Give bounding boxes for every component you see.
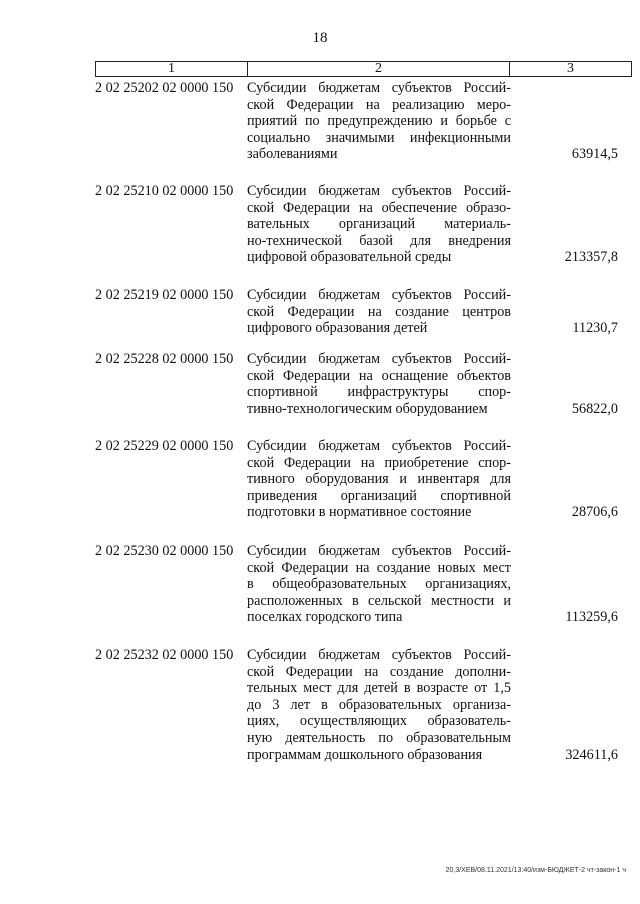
description-line: социально значимыми инфекционными [247,129,511,146]
row-description [247,351,511,417]
description-line: цифровой образовательной среды [247,249,452,266]
description-line: ской Федерации на обеспечение образо- [247,199,511,216]
row-amount: 63914,5 [571,146,618,163]
description-line: циях, осуществляющих образователь- [247,713,511,730]
column-header-2: 2 [248,62,510,76]
description-line: в общеобразовательных организациях, [247,576,511,593]
description-line: Субсидии бюджетам субъектов Россий- [247,80,511,96]
row-description [247,647,511,763]
budget-code: 2 02 25202 02 0000 150 [95,80,234,96]
row-description [247,287,511,337]
description-line: приведения организаций спортивной [247,487,511,504]
row-amount: 28706,6 [571,504,618,521]
description-line: Субсидии бюджетам субъектов Россий- [247,287,511,303]
description-line: Субсидии бюджетам субъектов Россий- [247,543,511,559]
table-header [95,61,632,77]
description-line: ской Федерации на оснащение объектов [247,367,511,384]
description-line: Субсидии бюджетам субъектов Россий- [247,351,511,367]
row-amount: 56822,0 [571,400,618,417]
description-line: заболеваниями [247,146,338,163]
description-line: ской Федерации на создание дополни- [247,663,511,680]
row-description [247,80,511,163]
description-line: тивного оборудования и инвентаря для [247,471,511,488]
description-line: тивно-технологическим оборудованием [247,400,488,417]
row-amount: 113259,6 [565,609,618,626]
row-description [247,543,511,626]
description-line: ской Федерации на создание центров [247,303,511,320]
budget-code: 2 02 25228 02 0000 150 [95,351,234,367]
description-line: Субсидии бюджетам субъектов Россий- [247,647,511,663]
row-amount: 324611,6 [565,746,618,763]
description-line: вательных организаций материаль- [247,216,511,233]
description-line: цифрового образования детей [247,320,428,337]
footer-stamp: 20,3/ХЕВ/08.11.2021/13:40/изм-БЮДЖЕТ-2 чт-закон-1 ч [445,867,626,874]
description-line: программам дошкольного образования [247,746,483,763]
page-number: 18 [312,30,328,46]
description-line: ской Федерации на создание новых мест [247,559,511,576]
description-line: приятий по предупреждению и борьбе с [247,113,511,130]
row-description [247,438,511,521]
description-line: ской Федерации на приобретение спор- [247,454,511,471]
budget-code: 2 02 25219 02 0000 150 [95,287,234,303]
description-line: спортивной инфраструктуры спор- [247,384,511,401]
budget-code: 2 02 25232 02 0000 150 [95,647,234,663]
description-line: но-технической базой для внедрения [247,232,511,249]
description-line: тельных мест для детей в возрасте от 1,5 [247,680,511,697]
row-amount: 11230,7 [572,320,618,337]
row-amount: 213357,8 [564,249,618,266]
description-line: ской Федерации на реализацию меро- [247,96,511,113]
row-description [247,183,511,266]
column-header-3: 3 [567,61,574,76]
description-line: ную деятельность по образовательным [247,729,511,746]
description-line: поселках городского типа [247,609,403,626]
description-line: подготовки в нормативное состояние [247,504,472,521]
description-line: до 3 лет в образовательных организа- [247,696,511,713]
description-line: Субсидии бюджетам субъектов Россий- [247,438,511,454]
description-line: Субсидии бюджетам субъектов Россий- [247,183,511,199]
budget-code: 2 02 25229 02 0000 150 [95,438,234,454]
column-header-1: 1 [96,62,248,76]
budget-code: 2 02 25210 02 0000 150 [95,183,234,199]
budget-code: 2 02 25230 02 0000 150 [95,543,234,559]
description-line: расположенных в сельской местности и [247,592,511,609]
